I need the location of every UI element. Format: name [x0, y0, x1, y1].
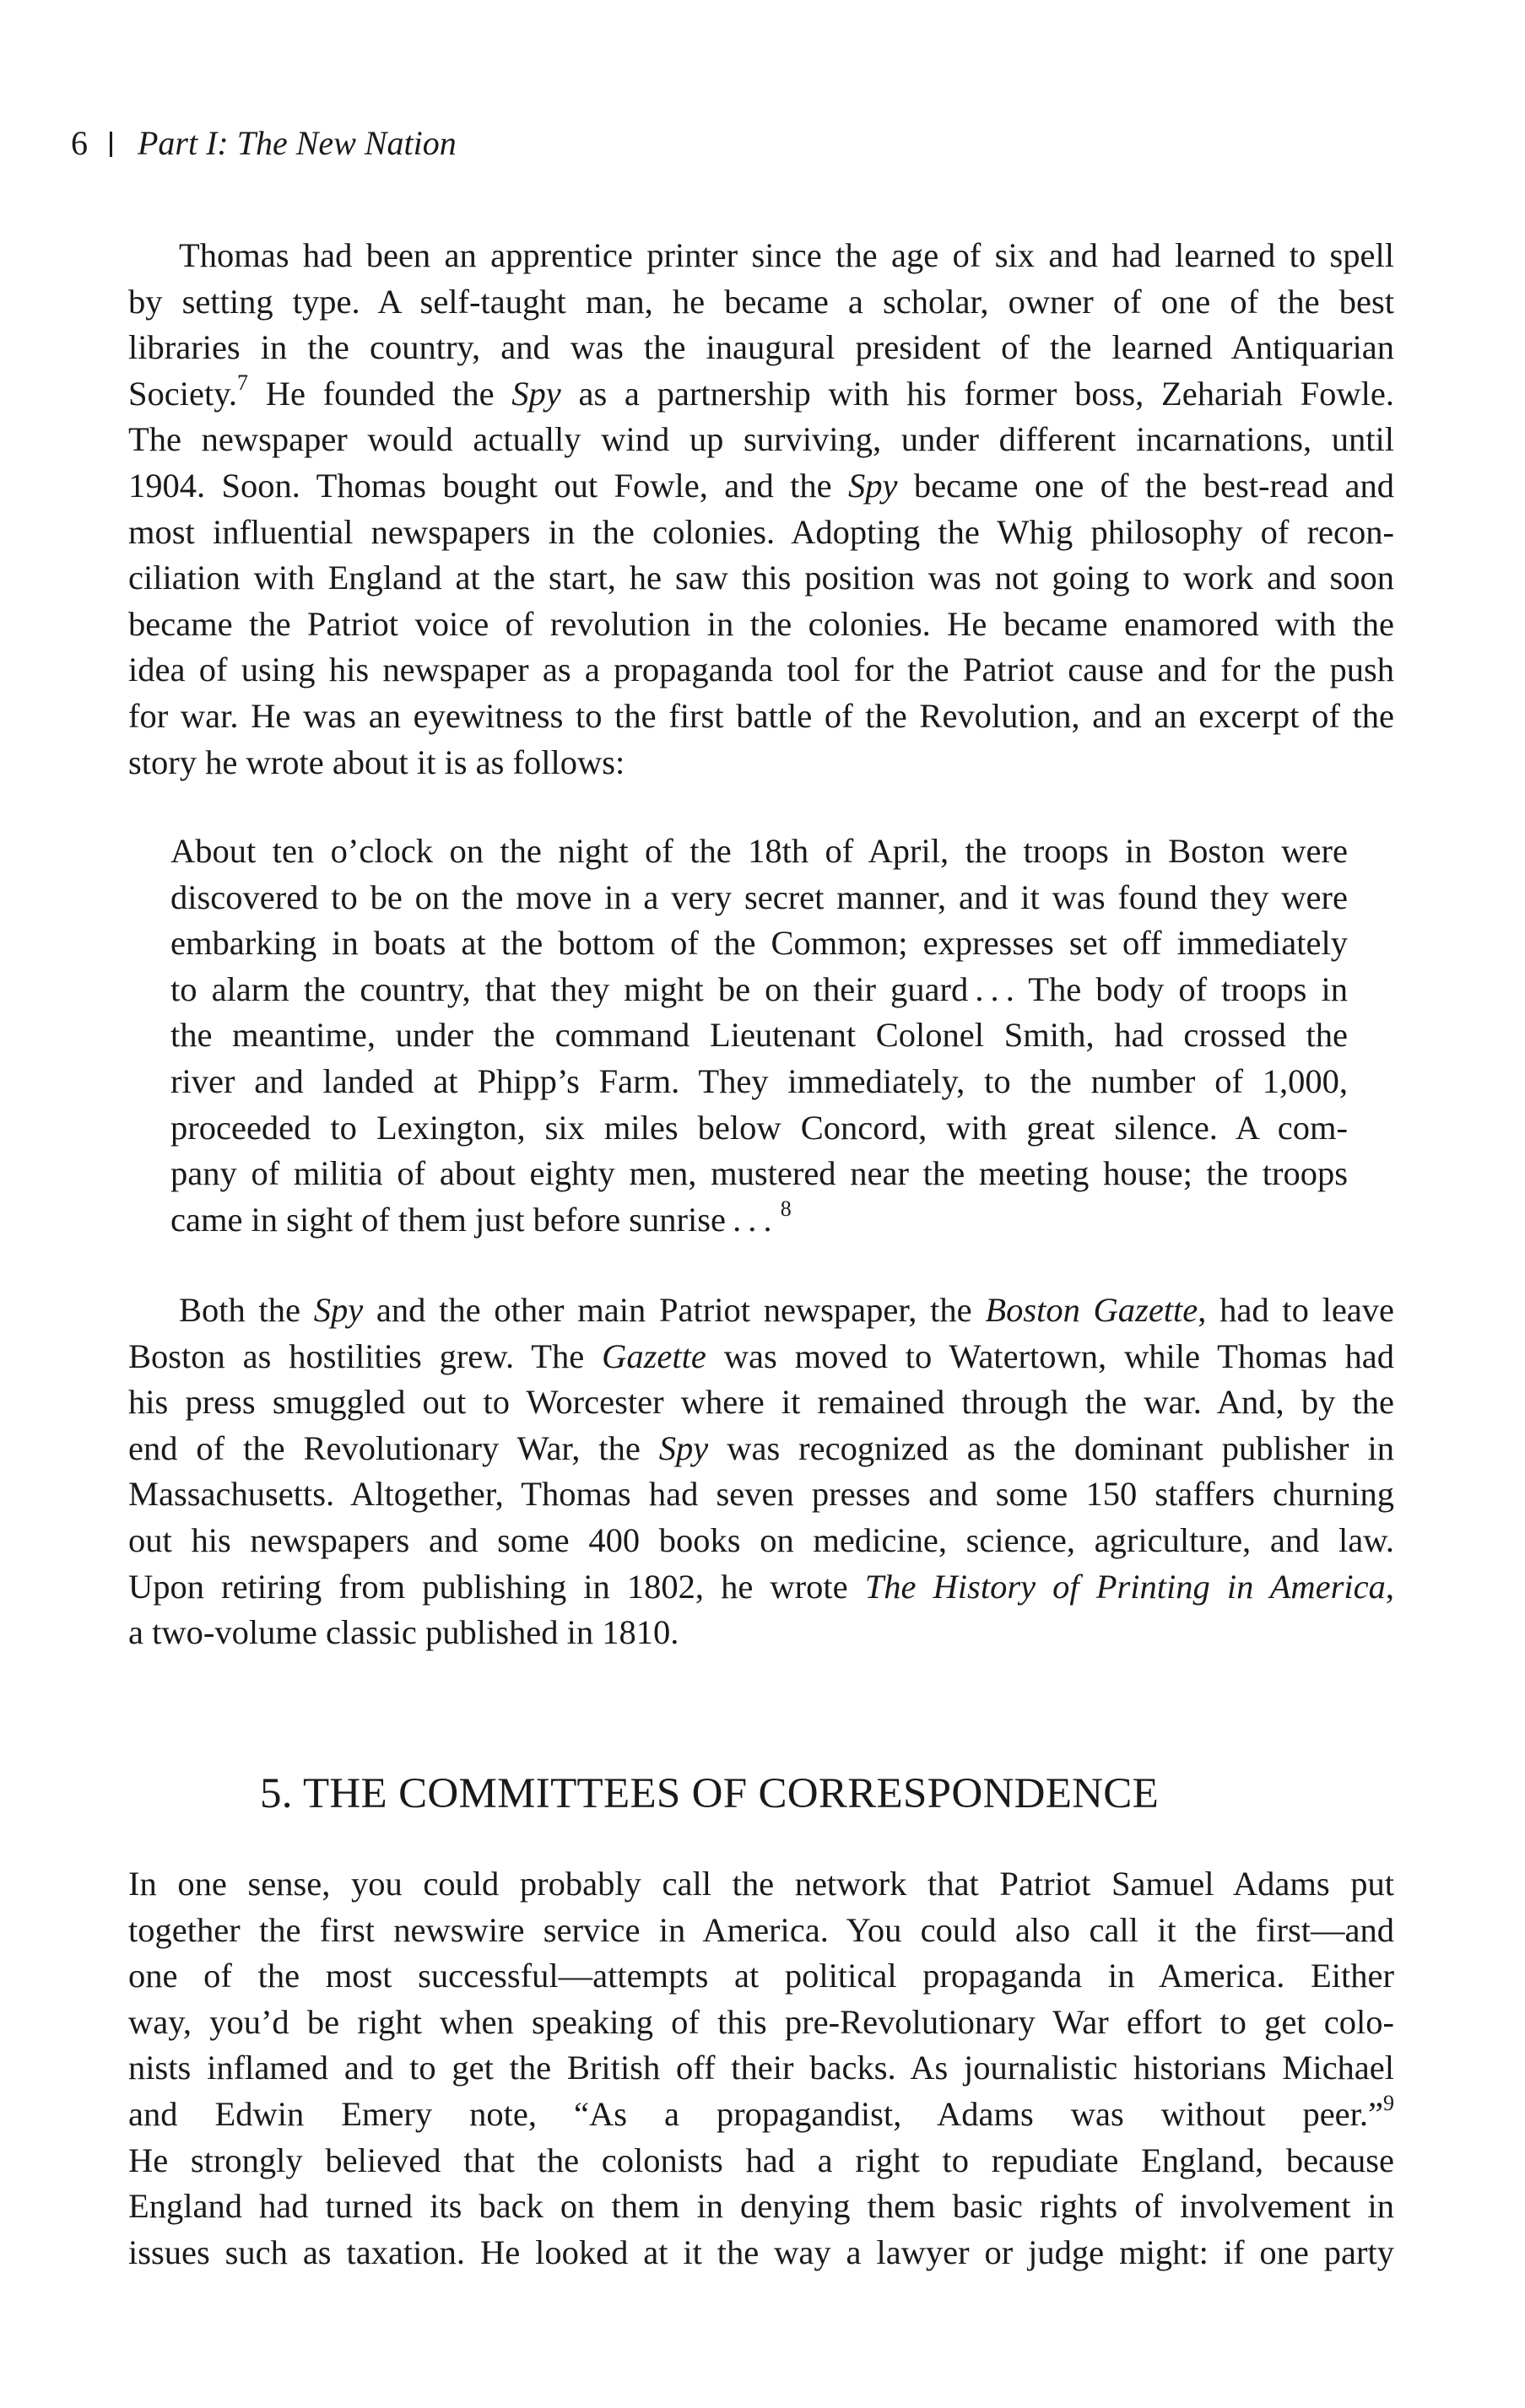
text-fragment: Boston as hostilities grew. The — [128, 1336, 603, 1375]
text-fragment: Upon retiring from publishing in 1802, he wrote — [128, 1567, 865, 1606]
text-line: The newspaper would actually wind up surviving, under different incarnations, until — [128, 420, 1394, 459]
text-fragment: 1904. Soon. Thomas bought out Fowle, and the — [128, 466, 848, 505]
text-line: Massachusetts. Altogether, Thomas had seven presses and some 150 staffers churning — [128, 1475, 1394, 1514]
paragraph-committees — [128, 1861, 1394, 2276]
book-title: The History of Printing in America — [864, 1567, 1386, 1606]
text-line: his press smuggled out to Worcester where it remained through the war. And, by the — [128, 1383, 1394, 1422]
text-fragment: He founded the — [247, 374, 512, 413]
text-line — [128, 371, 1394, 418]
block-quote-spy-excerpt — [170, 829, 1348, 1243]
text-line: a two-volume classic published in 1810. — [128, 1613, 679, 1652]
text-fragment: Society. — [128, 374, 237, 413]
running-head-divider — [110, 132, 112, 157]
text-line: way, you’d be right when speaking of this pre-Revolutionary War effort to get colo- — [128, 2002, 1394, 2041]
footnote-ref-7: 7 — [236, 370, 248, 395]
text-line — [128, 1564, 1394, 1611]
quote-line: the meantime, under the command Lieutenant Colonel Smith, had crossed the — [170, 1016, 1348, 1055]
text-line — [128, 1334, 1394, 1380]
page-number: 6 — [71, 124, 88, 162]
quote-line: About ten o’clock on the night of the 18th of April, the troops in Boston were — [170, 832, 1348, 870]
quote-line: pany of militia of about eighty men, mustered near the meeting house; the troops — [170, 1154, 1348, 1193]
quote-line — [170, 1197, 1348, 1244]
quote-line: discovered to be on the move in a very secret manner, and it was found they were — [170, 877, 1348, 916]
newspaper-title-spy: Spy — [658, 1428, 709, 1467]
text-line — [128, 1426, 1394, 1472]
text-fragment: and Edwin Emery note, “As a propagandist, Adams was without peer.” — [128, 2094, 1383, 2133]
text-line: most influential newspapers in the colonies. Adopting the Whig philosophy of recon- — [128, 512, 1394, 551]
text-fragment: was moved to Watertown, while Thomas had — [706, 1336, 1394, 1375]
quote-line: embarking in boats at the bottom of the Common; expresses set off immediately — [170, 924, 1348, 963]
text-line: England had turned its back on them in denying them basic rights of involvement in — [128, 2187, 1394, 2226]
text-fragment: end of the Revolutionary War, the — [128, 1428, 659, 1467]
text-line: became the Patriot voice of revolution in the colonies. He became enamored with the — [128, 604, 1394, 643]
text-fragment: and the other main Patriot newspaper, the — [363, 1291, 986, 1329]
text-line: story he wrote about it is as follows: — [128, 742, 625, 781]
text-fragment: as a partnership with his former boss, Zehariah Fowle. — [560, 374, 1394, 413]
newspaper-title-gazette: Gazette — [602, 1336, 706, 1375]
text-line: one of the most successful—attempts at political propaganda in America. Either — [128, 1957, 1394, 1995]
text-line: Thomas had been an apprentice printer since the age of six and had learned to spell — [179, 236, 1394, 274]
text-fragment: became one of the best-read and — [897, 466, 1394, 505]
text-fragment: was recognized as the dominant publisher in — [708, 1428, 1394, 1467]
text-line: issues such as taxation. He looked at it the way a lawyer or judge might: if one party — [128, 2233, 1394, 2271]
newspaper-title-spy: Spy — [847, 466, 898, 505]
text-line: nists inflamed and to get the British off their backs. As journalistic historians Michael — [128, 2049, 1394, 2087]
text-line: for war. He was an eyewitness to the first battle of the Revolution, and an excerpt of the — [128, 696, 1394, 735]
quote-line: to alarm the country, that they might be on their guard . . . The body of troops in — [170, 969, 1348, 1008]
newspaper-title-spy: Spy — [313, 1291, 364, 1329]
text-fragment: Both the — [179, 1291, 314, 1329]
footnote-ref-8: 8 — [780, 1196, 792, 1221]
text-line: In one sense, you could probably call the network that Patriot Samuel Adams put — [128, 1865, 1394, 1903]
paragraph-thomas-biography — [128, 233, 1394, 786]
footnote-ref-9: 9 — [1383, 2090, 1394, 2115]
text-fragment: came in sight of them just before sunrise . . . — [170, 1200, 781, 1239]
part-title: Part I: The New Nation — [138, 124, 457, 162]
text-line: out his newspapers and some 400 books on medicine, science, agriculture, and law. — [128, 1520, 1394, 1559]
quote-line: river and landed at Phipp’s Farm. They immediately, to the number of 1,000, — [170, 1061, 1348, 1100]
section-heading: 5. THE COMMITTEES OF CORRESPONDENCE — [260, 1770, 1160, 1817]
text-line: libraries in the country, and was the inaugural president of the learned Antiquarian — [128, 328, 1394, 367]
text-line — [128, 2092, 1394, 2138]
text-line: together the first newswire service in America. You could also call it the first—and — [128, 1910, 1394, 1949]
text-line — [128, 1288, 1394, 1334]
newspaper-title-spy: Spy — [511, 374, 561, 413]
paragraph-spy-and-gazette — [128, 1288, 1394, 1656]
running-head — [71, 123, 457, 164]
text-fragment: , had to leave — [1198, 1291, 1395, 1329]
text-line: ciliation with England at the start, he saw this position was not going to work and soon — [128, 559, 1394, 597]
text-line: by setting type. A self-taught man, he became a scholar, owner of one of the best — [128, 282, 1394, 321]
newspaper-title-boston-gazette: Boston Gazette — [985, 1291, 1198, 1329]
text-line: He strongly believed that the colonists had a right to repudiate England, because — [128, 2141, 1394, 2179]
text-fragment: , — [1385, 1567, 1395, 1606]
text-line — [128, 463, 1394, 510]
quote-line: proceeded to Lexington, six miles below Concord, with great silence. A com- — [170, 1108, 1348, 1147]
text-line: idea of using his newspaper as a propaganda tool for the Patriot cause and for the push — [128, 651, 1394, 689]
